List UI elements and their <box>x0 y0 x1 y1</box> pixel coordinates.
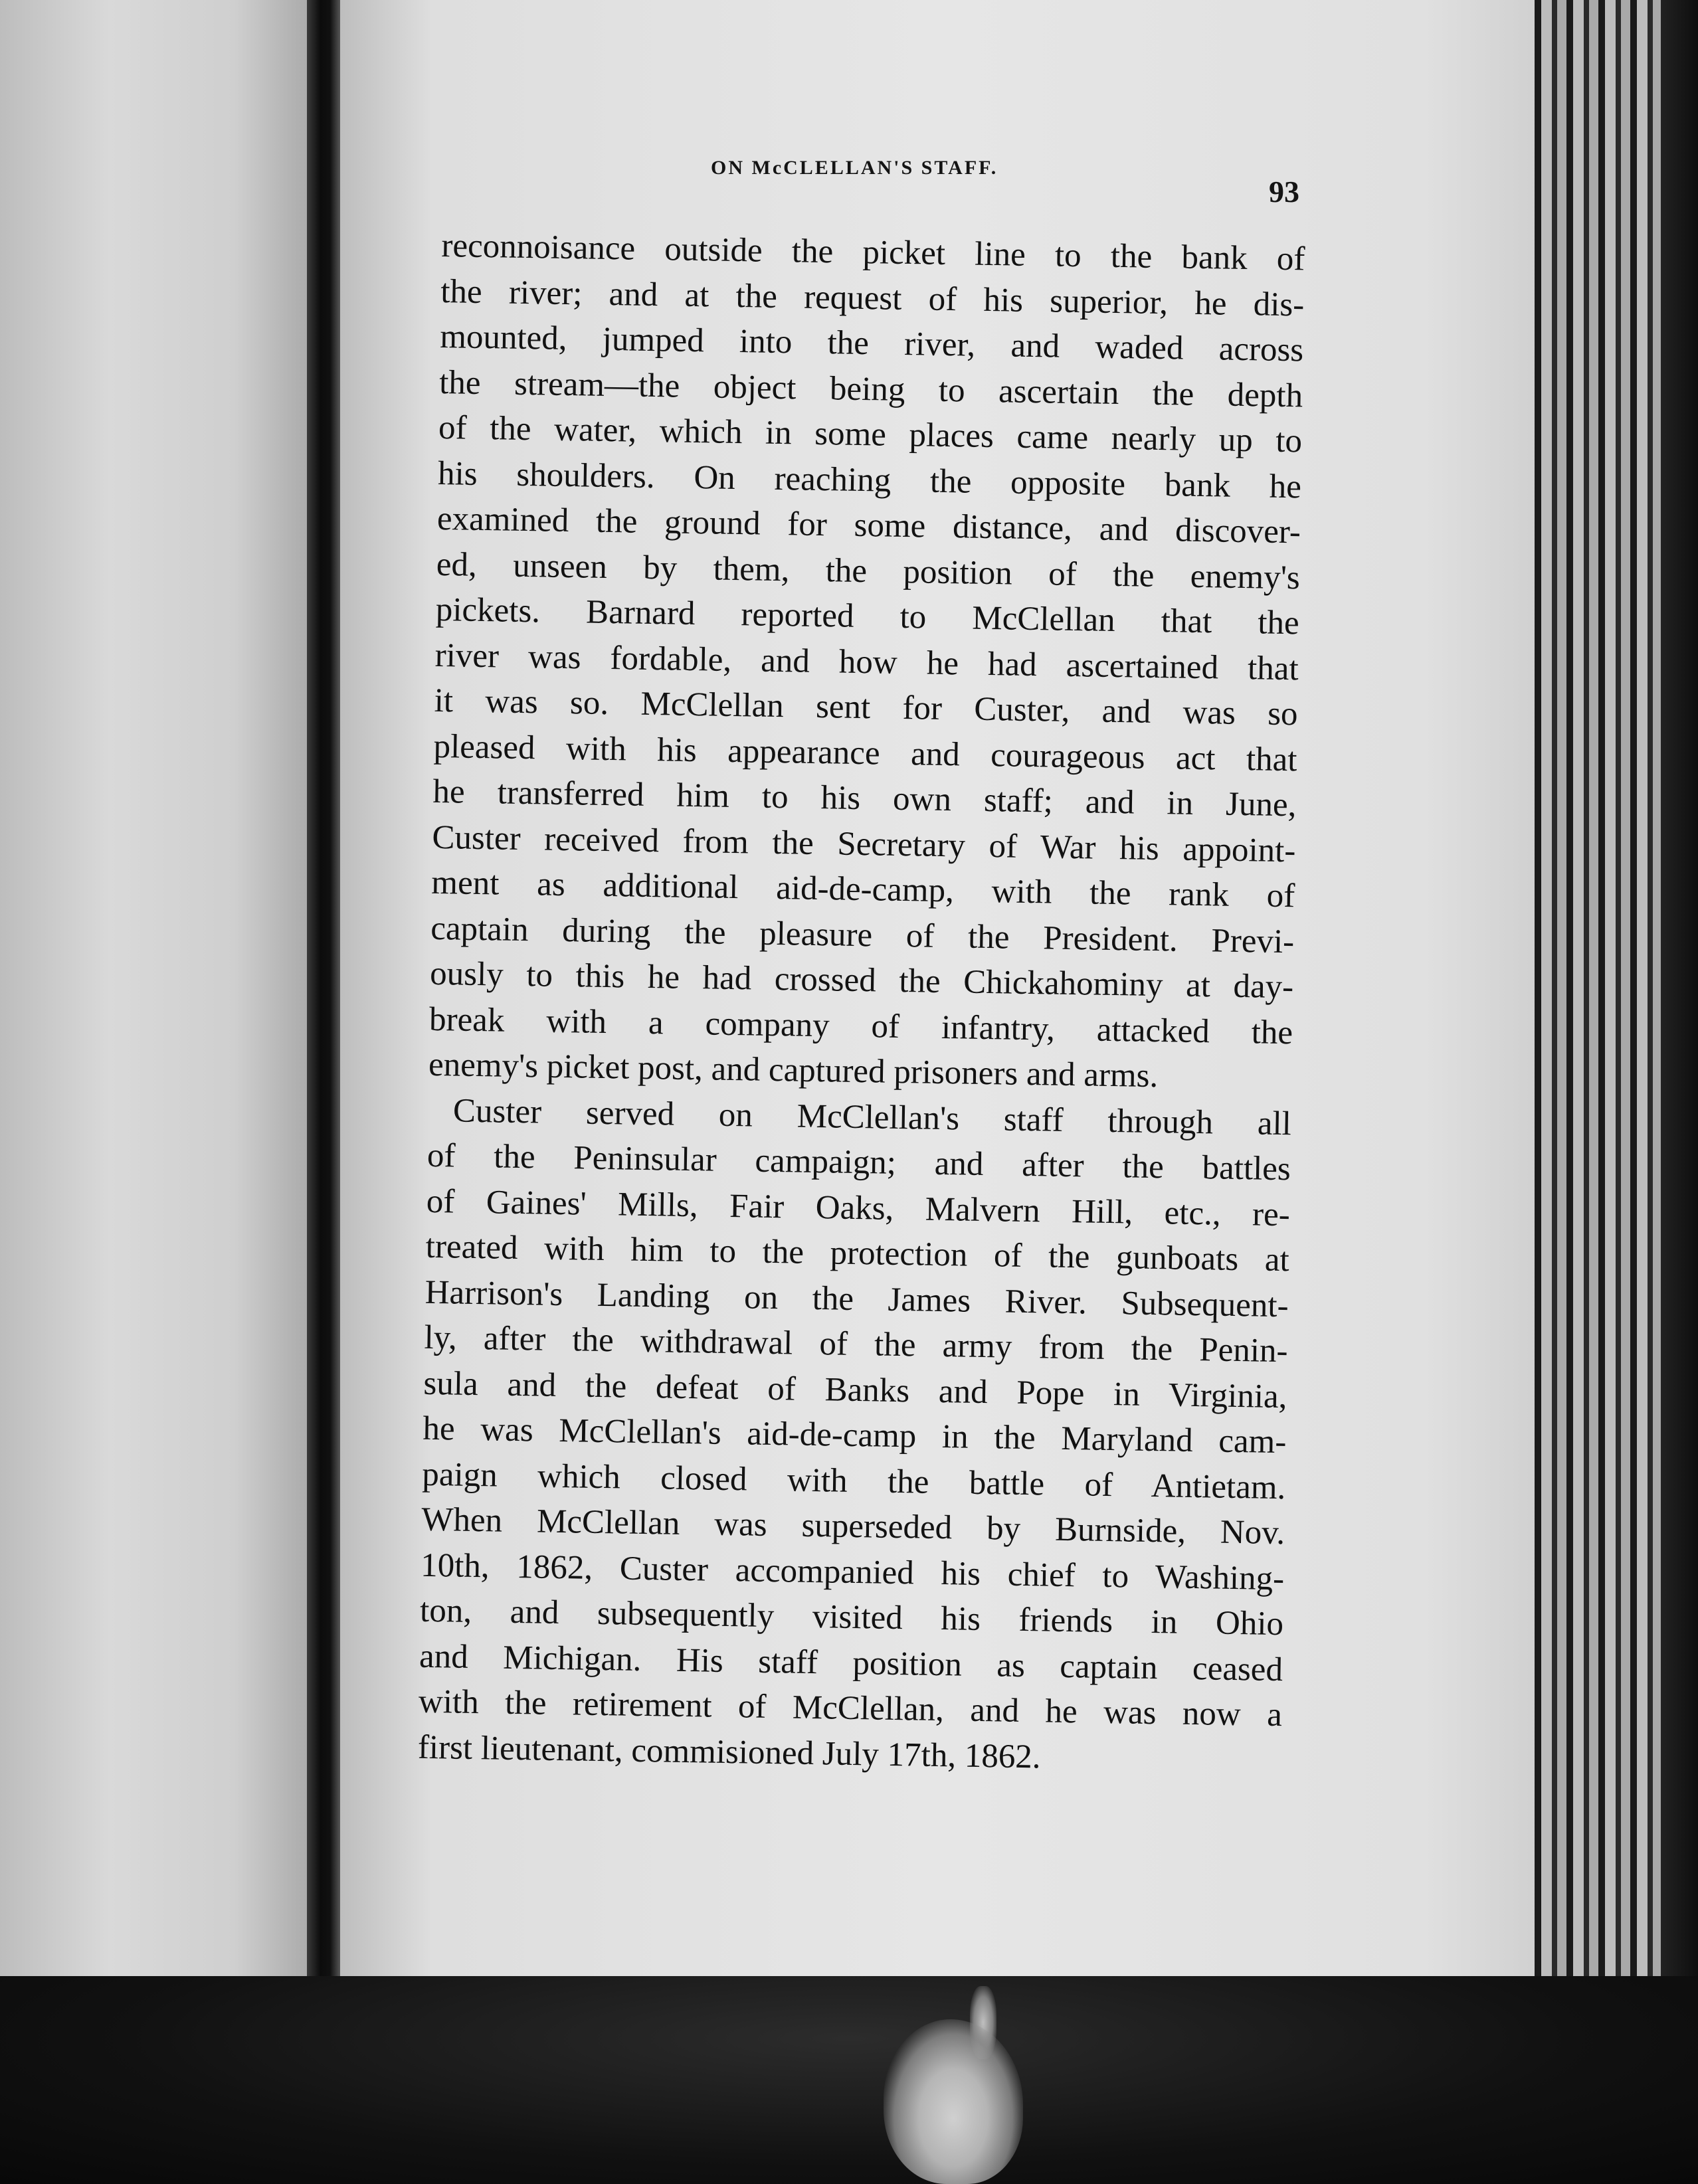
text-line: Custer served on McClellan's staff through all <box>452 1091 1292 1142</box>
text-line: ed, unseen by them, the position of the enemy's <box>436 545 1301 596</box>
text-line: pleased with his appearance and courageous act that <box>433 727 1297 778</box>
left-page <box>0 0 312 1979</box>
text-line: Custer received from the Secretary of War his appoint- <box>432 818 1296 869</box>
text-line: reconnoisance outside the picket line to the bank of <box>441 227 1305 278</box>
text-line: of the water, which in some places came nearly up to <box>438 409 1303 460</box>
text-line: treated with him to the protection of the gunboats at <box>425 1228 1290 1279</box>
text-line: break with a company of infantry, attacked the <box>428 1000 1293 1051</box>
text-line: paign which closed with the battle of Antietam. <box>421 1455 1286 1506</box>
text-line: examined the ground for some distance, and discover- <box>436 500 1301 551</box>
table-surface <box>0 1976 1698 2184</box>
text-line: ment as additional aid-de-camp, with the rank of <box>430 864 1295 915</box>
text-line: ously to this he had crossed the Chickahominy at day- <box>429 955 1294 1006</box>
text-line: river was fordable, and how he had ascertained that <box>434 636 1299 687</box>
text-line: he transferred him to his own staff; and in June, <box>432 773 1297 824</box>
text-line: mounted, jumped into the river, and waded across <box>439 318 1304 369</box>
text-line: the stream—the object being to ascertain the depth <box>438 363 1303 414</box>
page-edges-cover <box>1661 0 1698 1999</box>
page-number: 93 <box>1269 175 1299 209</box>
text-line: the river; and at the request of his superior, he dis- <box>440 272 1305 323</box>
text-line: of the Peninsular campaign; and after the battles <box>426 1137 1291 1188</box>
text-line: captain during the pleasure of the President. Previ- <box>430 909 1295 960</box>
text-line: ton, and subsequently visited his friends in Ohio <box>419 1592 1284 1643</box>
book-gutter <box>307 0 340 1983</box>
text-line: his shoulders. On reaching the opposite bank he <box>437 454 1302 505</box>
text-line: he was McClellan's aid-de-camp in the Maryland cam- <box>423 1410 1287 1461</box>
text-line: it was so. McClellan sent for Custer, and was so <box>434 682 1298 733</box>
text-line: first lieutenant, commisioned July 17th, 1862. <box>417 1728 1042 1775</box>
text-line: sula and the defeat of Banks and Pope in Virginia, <box>423 1364 1287 1415</box>
text-line: 10th, 1862, Custer accompanied his chief to Washing- <box>420 1546 1285 1597</box>
running-title: ON McCLELLAN'S STAFF. <box>711 157 998 179</box>
text-line: Harrison's Landing on the James River. Subsequent- <box>424 1273 1289 1324</box>
text-line: ly, after the withdrawal of the army from the Penin- <box>424 1319 1288 1370</box>
text-line: with the retirement of McClellan, and he was now a <box>418 1683 1283 1734</box>
text-line: When McClellan was superseded by Burnside, Nov. <box>421 1501 1285 1552</box>
text-line: enemy's picket post, and captured prisoners and arms. <box>428 1046 1159 1095</box>
text-line: and Michigan. His staff position as captain ceased <box>419 1637 1283 1688</box>
text-line: of Gaines' Mills, Fair Oaks, Malvern Hill, etc., re- <box>426 1182 1291 1233</box>
text-line: pickets. Barnard reported to McClellan that the <box>435 591 1300 642</box>
body-text <box>417 223 1305 1783</box>
